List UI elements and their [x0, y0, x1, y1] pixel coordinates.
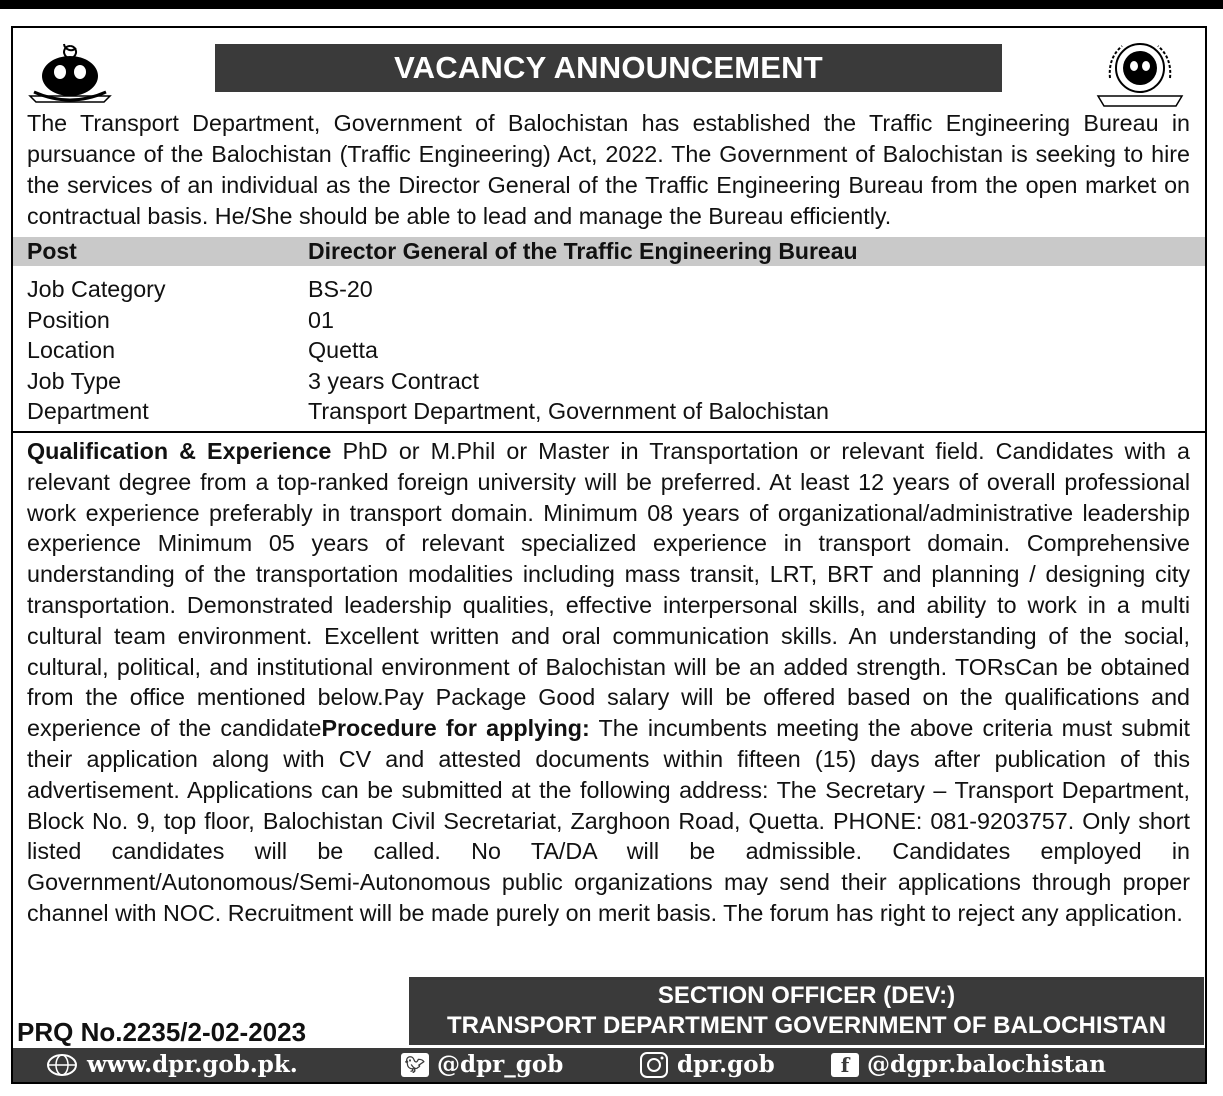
post-row — [13, 237, 1205, 266]
footer-instagram[interactable] — [639, 1048, 775, 1082]
job-details — [27, 274, 1187, 427]
procedure-heading: Procedure for applying: — [321, 715, 590, 742]
detail-label: Location — [27, 337, 116, 363]
facebook-handle[interactable]: @dgpr.balochistan — [867, 1051, 1106, 1078]
detail-row-department — [27, 396, 1187, 427]
top-rule — [0, 0, 1223, 9]
facebook-icon: f — [831, 1053, 859, 1077]
detail-row-location — [27, 335, 1187, 366]
footer-facebook[interactable] — [831, 1048, 1106, 1082]
post-label: Post — [27, 238, 77, 264]
detail-value: 01 — [308, 306, 334, 333]
prq-number: PRQ No.2235/2-02-2023 — [17, 1017, 307, 1047]
qualification-section — [27, 436, 1190, 929]
intro-paragraph: The Transport Department, Government of Balochistan has established the Traffic Engineering Bureau in pursuance of the Balochistan (Traffic Engineering) Act, 2022. The Government of Balochistan is seeking to hire the services of an individual as the Director General of the Traffic Engineering Bureau from the open market on contractual basis. He/She should be able to lead and manage the Bureau efficiently. — [27, 110, 1190, 229]
detail-label: Job Category — [27, 276, 166, 302]
detail-row-position — [27, 305, 1187, 336]
divider — [13, 431, 1205, 433]
detail-label: Department — [27, 398, 149, 424]
detail-row-job-category — [27, 274, 1187, 305]
instagram-icon — [639, 1052, 669, 1078]
signature-block — [409, 977, 1204, 1045]
globe-icon — [45, 1052, 79, 1078]
twitter-icon: 🐦︎ — [401, 1053, 429, 1077]
footer-website[interactable] — [45, 1048, 298, 1082]
page-title: VACANCY ANNOUNCEMENT — [215, 44, 1002, 92]
qualification-heading: Qualification & Experience — [27, 438, 332, 464]
instagram-handle[interactable]: dpr.gob — [677, 1051, 775, 1078]
signature-title: SECTION OFFICER (DEV:) — [657, 982, 956, 1009]
procedure-text: The incumbents meeting the above criteria must submit their application along with CV and attested documents within fifteen (15) days after publication of this advertisement. Applications can be submitted at the following address: The Secretary – Transport Department, Block No. 9, top floor, Balochistan Civil Secretariat, Zarghoon Road, Quetta. PHONE: 081-9203757. Only short listed candidates will be called. No TA/DA will be admissible. Candidates employed in Government/Autonomous/Semi-Autonomous public organizations may send their applications through proper channel with NOC. Recruitment will be made purely on merit basis. The forum has right to reject any application. — [27, 715, 1190, 926]
twitter-handle[interactable]: @dpr_gob — [437, 1051, 564, 1078]
detail-value: Quetta — [308, 337, 378, 363]
balochistan-seal-icon — [1088, 38, 1192, 108]
government-emblem-icon — [24, 38, 116, 108]
footer-twitter[interactable] — [401, 1048, 563, 1082]
detail-value: Transport Department, Government of Balochistan — [308, 398, 829, 424]
footer-bar — [13, 1048, 1205, 1082]
post-value: Director General of the Traffic Engineering Bureau — [308, 238, 858, 264]
detail-value: 3 years Contract — [308, 367, 479, 394]
signature-department: TRANSPORT DEPARTMENT GOVERNMENT OF BALOCHISTAN — [446, 1012, 1167, 1039]
qualification-text: PhD or M.Phil or Master in Transportation or relevant field. Candidates with a relevant degree from a top-ranked foreign university will be preferred. At least 12 years of overall professional work experience preferably in transport domain. Minimum 08 years of organizational/administrative leadership experience Minimum 05 years of relevant specialized experience in transport domain. Comprehensive understanding of the transportation modalities including mass transit, LRT, BRT and planning / designing city transportation. Demonstrated leadership qualities, effective interpersonal skills, and ability to work in a multi cultural team environment. Excellent written and oral communication skills. An understanding of the social, cultural, political, and institutional environment of Balochistan will be an added strength. TORsCan be obtained from the office mentioned below.Pay Package Good salary will be offered based on the qualifications and experience of the candidate — [27, 438, 1190, 742]
detail-label: Job Type — [27, 367, 122, 394]
detail-row-job-type — [27, 366, 1187, 397]
detail-value: BS-20 — [308, 276, 373, 302]
website-link[interactable]: www.dpr.gob.pk. — [87, 1051, 298, 1078]
detail-label: Position — [27, 306, 110, 333]
